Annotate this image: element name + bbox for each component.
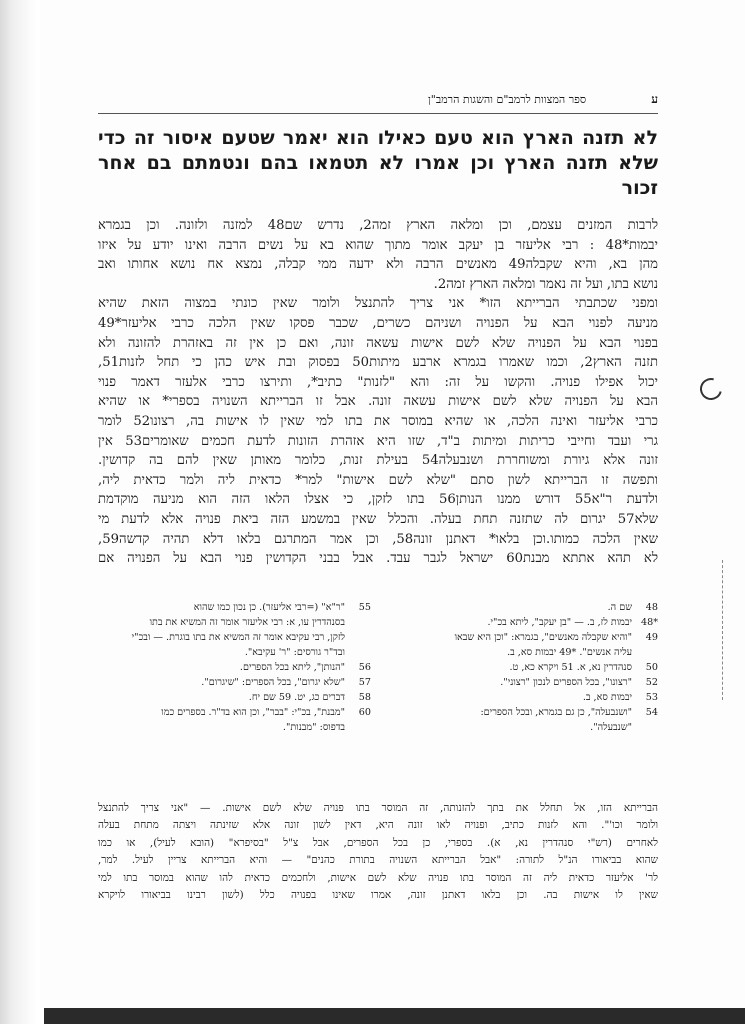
footnote (385, 615, 658, 630)
scan-edge-bottom (44, 1008, 745, 1024)
footnote-text: "הנותן", ליתא בכל הספרים. (239, 662, 345, 673)
text-line: יכול אפילו פנויה. והקשו על זה: והא "לזנות" כתיב*, ותירצו כרבי אלעזר דאמר פנוי (98, 374, 658, 390)
footnote (385, 675, 658, 690)
text-line: בפנוי הבא על הפנויה שלא לשם אישות עשאה זונה, ואם כן אין זה באזהרת להזונה ולא (98, 335, 658, 351)
commentary-line: שאין לו אישות בה. וכן בלאו דאתנן זונה, אמרו שאינו בפנויה כלל (לשון רבינו בביאורו לויקרא (98, 889, 658, 902)
footnote-text: שם ה. (607, 602, 632, 613)
footnote (98, 600, 371, 615)
footnote-number: 56 (358, 662, 371, 673)
commentary-line: לר' אליעזר כדאית ליה זה המוסר בתו פנויה שלא לשם אישות, ולחכמים כדאית להו שהוא במוסר בתו למי (98, 871, 658, 884)
quoted-heading (98, 126, 658, 201)
footnote-number (638, 645, 658, 660)
book-title: ספר המצוות לרמב"ם והשגות הרמב"ן (428, 93, 587, 106)
footnote-number: 57 (358, 677, 371, 688)
footnote-number: 50 (645, 662, 658, 673)
footnote (98, 630, 371, 645)
footnote-text: לזקן, רבי עקיבא אומר זה המשיא את בתו בוגרת. — ובכ"י (131, 632, 345, 643)
text-line: נושא בתו, ועל זה נאמר ומלאה הארץ זמה2. (433, 276, 658, 292)
perforation-mark (722, 560, 725, 700)
text-line: שלא57 יגרום לה שתזנה תחת בעלה. והכלל שאין במשמע הזה ביאת פנויה אלא לדעת מי (98, 511, 658, 527)
text-line: לרבות המזנים עצמם, וכן ומלאה הארץ זמה2, נדרש שם48 למזנה ולזונה. וכן בגמרא (98, 218, 658, 233)
text-line: שאין הלכה כמותו.וכן בלאו* דאתנן זונה58, וכן אמר המתרגם בלאו דלא תהיה קדשה59, (98, 531, 658, 547)
text-line: יבמות*48 : רבי אליעזר בן יעקב אומר מתוך שהוא בא על נשים הרבה ואינו יודע על איזו (98, 237, 658, 253)
footnote-number: 58 (358, 692, 371, 703)
footnote-number (351, 720, 371, 735)
footnote (385, 690, 658, 705)
footnote-number (351, 645, 371, 660)
footnote-number: 48 (645, 602, 658, 613)
footnote-text: עליה אנשים". *49 יבמות סא, ב. (507, 647, 632, 658)
footnotes (98, 600, 658, 760)
footnote-text: יבמות סא, ב. (582, 692, 632, 703)
footnote (385, 645, 658, 660)
footnote-text: דברים כג, יט. 59 שם יח. (248, 692, 345, 703)
text-line: ולדעת ר"א55 דורש ממנו הנותן56 בתו לזקן, כי אצלו הלאו הזה הוא מניעה מוקדמת (98, 492, 658, 508)
bleed-through-text (687, 130, 739, 600)
footnote-text: "ושנבעלה", כן גם בגמרא, ובכל הספרים: (480, 707, 632, 718)
footnote-text: "שנבעלה". (590, 722, 632, 733)
footnote-number (351, 630, 371, 645)
commentary-line: הברייתא הזו, אל תחלל את בתך להזנותה, זה המוסר בתו פנויה שלא לשם אישות. — "אני צריך להתנצל (98, 802, 658, 814)
footnote (385, 600, 658, 615)
footnote-number: 49 (645, 632, 658, 643)
footnote-number: 53 (645, 692, 658, 703)
text-line: מניעה לפנוי הבא על הפנויה ושניהם כשרים, שכבר פסקו שאין הלכה כרבי אליעזר*49 (98, 315, 658, 331)
commentary-line: לאחרים (רש"י סנהדרין נא, א). בספרי, כן בכל הספרים, אבל צ"ל "בסיפרא" (הובא לעיל), או כמו (98, 836, 658, 849)
footnote-number: *48 (640, 617, 658, 628)
commentary-section (98, 800, 658, 904)
text-line: כרבי אליעזר ואינה הלכה, או שהיא במוסר את בתו למי שאין לו אישות בה, רצונו52 לומר (98, 413, 658, 429)
footnote-text: "ר"א" (=רבי אליעזר). כן נכון כמו שהוא (193, 602, 345, 613)
footnotes-left-column (98, 600, 371, 760)
text-line: מהן בא, והיא שקבלה49 מאנשים הרבה ולא ידעה ממי קבלה, נמצא אח נושא אחותו ואב (98, 257, 658, 273)
footnote-number: 54 (645, 707, 658, 718)
footnote (98, 645, 371, 660)
footnote (385, 660, 658, 675)
footnote (98, 705, 371, 720)
footnote (98, 675, 371, 690)
text-line: זונה אלא גיורת ומשוחררת ושנבעלה54 בעילת זנות, כלומר מאותן שאין להם בה קדושין. (98, 453, 658, 469)
footnote-text: "מבנת", בכ"י: "בבר", וכן הוא בד"ר. בספרים כמו (161, 707, 345, 718)
heading-line: לא תזנה הארץ הוא טעם כאילו הוא יאמר שטעם איסור זה כדי (98, 127, 658, 149)
footnote (385, 720, 658, 735)
footnote-number (351, 615, 371, 630)
text-line: ותפשה זו הברייתא לשון סתם "שלא לשם אישות" למר* כדאית ליה ולמר כדאית ליה, (98, 472, 658, 488)
text-line: הבא על הפנויה שלא לשם אישות עשאה זונה. אבל זו הברייתא השנויה בספרי* או שהיא (98, 394, 658, 410)
text-line: גרי ועבד וחייבי כריתות ומיתות ב"ד, שזו היא אזהרת הזונות לדעת חכמים שאומרים53 אין (98, 433, 658, 449)
footnote (98, 615, 371, 630)
footnote-text: יבמות לז, ב. — "בן יעקב", ליתא בכ"י. (487, 617, 632, 628)
footnote-number: 60 (358, 707, 371, 718)
footnote (98, 660, 371, 675)
scan-edge-left (0, 0, 38, 1024)
commentary-line: שהוא בביאורו הנ"ל לתורה: "אבל הברייתא השנויה בתורת כהנים" — והיא הברייתא צריין לעיל. למר, (98, 854, 658, 867)
footnote (98, 720, 371, 735)
footnote-text: "שלא יגרום", בכל הספרים: "שיגרום". (201, 677, 345, 688)
text-line: ומפני שכתבתי הברייתא הזו* אני צריך להתנצל ולומר שאין כונתי במצוה הזאת שהיא (98, 296, 658, 312)
footnote-text: "רצונו", בכל הספרים לנכון "רצוני". (500, 677, 632, 688)
footnote-number: 52 (645, 677, 658, 688)
text-line: תזנה הארץ2, וכמו שאמרו בגמרא ארבע מיתות50 בפסוק ובת איש כהן כי תחל לזנות51, (98, 355, 658, 371)
footnote (385, 705, 658, 720)
footnote-text: "והיא שקבלה מאנשים", בגמרא: "וכן היא שבאו (454, 632, 632, 643)
commentary-line: ולומר וכו'". והא לזנות כתיב, ופנויה לאו זונה היא, דאין לשון זונה אלא שזינתה ויצתה מתחת בעלה (98, 819, 658, 832)
footnote-text: ובד"ר גורסים: "ר' עקיבא". (244, 647, 345, 658)
heading-line: שלא תזנה הארץ וכן אמרו לא תטמאו בהם ונטמתם בם אחר זכור (98, 152, 658, 199)
footnote-number: 55 (358, 602, 371, 613)
footnote-number (638, 720, 658, 735)
running-header (98, 92, 658, 114)
footnotes-right-column (385, 600, 658, 760)
main-text (98, 216, 658, 569)
footnote (385, 630, 658, 645)
footnote-text: בסנהדרין עו, א: רבי אליעזר אומר זה המשיא את בתו (149, 617, 345, 628)
page-number: ע (651, 92, 658, 106)
footnote-text: בדפוס: "מבנות". (282, 722, 345, 733)
text-line: לא תהא אתתא מבנת60 ישראל לגבר עבד. אבל בבני הקדושין פנוי הבא על הפנויה אם (98, 551, 658, 567)
footnote-text: סנהדרין נא, א. 51 ויקרא כא, ט. (509, 662, 632, 673)
footnote (98, 690, 371, 705)
